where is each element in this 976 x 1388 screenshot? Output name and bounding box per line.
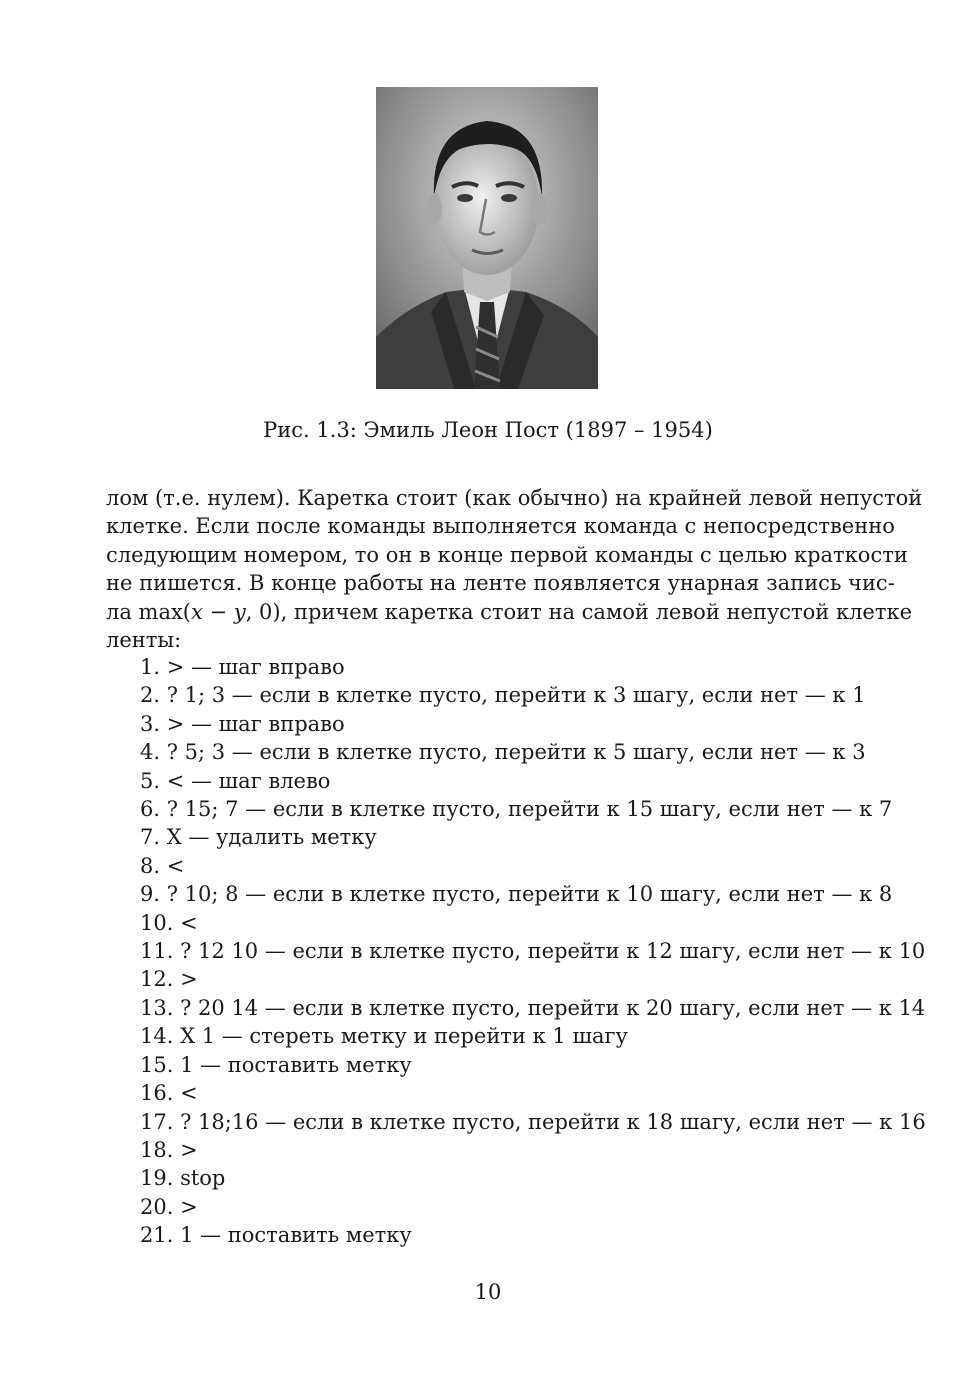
program-step: 11. ? 12 10 — если в клетке пусто, перейти к 12 шагу, если нет — к 10 xyxy=(140,939,926,964)
program-step: 15. 1 — поставить метку xyxy=(140,1052,412,1077)
paragraph-line: ленты: xyxy=(106,628,182,653)
math-var-x: x xyxy=(191,599,203,624)
figure-caption: Рис. 1.3: Эмиль Леон Пост (1897 – 1954) xyxy=(263,418,713,442)
program-step: 20. > xyxy=(140,1194,198,1219)
paragraph-line-math xyxy=(106,598,913,626)
program-step: 5. < — шаг влево xyxy=(140,768,331,793)
math-text: ла max( xyxy=(106,599,192,624)
portrait-illustration xyxy=(376,87,598,389)
paragraph-line: клетке. Если после команды выполняется команда с непосредственно xyxy=(106,514,895,539)
program-step: 9. ? 10; 8 — если в клетке пусто, перейти к 10 шагу, если нет — к 8 xyxy=(140,882,893,907)
math-var-y: y xyxy=(233,599,246,624)
program-step: 10. < xyxy=(140,910,198,935)
program-step: 18. > xyxy=(140,1137,198,1162)
body-paragraph xyxy=(106,484,923,654)
paragraph-line: не пишется. В конце работы на ленте появляется унарная запись чис- xyxy=(106,571,895,596)
program-step: 2. ? 1; 3 — если в клетке пусто, перейти к 3 шагу, если нет — к 1 xyxy=(140,683,866,708)
math-text-after: , 0), причем каретка стоит на самой левой непустой клетке xyxy=(245,599,913,624)
page-number: 10 xyxy=(474,1280,502,1304)
math-minus: − xyxy=(202,599,234,624)
program-step: 13. ? 20 14 — если в клетке пусто, перейти к 20 шагу, если нет — к 14 xyxy=(140,995,926,1020)
program-step: 12. > xyxy=(140,967,198,992)
program-step: 6. ? 15; 7 — если в клетке пусто, перейти к 15 шагу, если нет — к 7 xyxy=(140,797,893,822)
program-step: 7. X — удалить метку xyxy=(140,825,377,850)
paragraph-line: лом (т.е. нулем). Каретка стоит (как обычно) на крайней левой непустой xyxy=(106,486,923,510)
portrait-photo xyxy=(376,87,598,389)
program-step: 19. stop xyxy=(140,1166,226,1191)
paragraph-line: следующим номером, то он в конце первой команды с целью краткости xyxy=(106,542,908,567)
program-step: 16. < xyxy=(140,1081,198,1106)
program-step: 14. X 1 — стереть метку и перейти к 1 шагу xyxy=(140,1024,628,1049)
program-step: 1. > — шаг вправо xyxy=(140,655,345,679)
program-step: 3. > — шаг вправо xyxy=(140,711,345,736)
program-step: 17. ? 18;16 — если в клетке пусто, перейти к 18 шагу, если нет — к 16 xyxy=(140,1109,926,1134)
program-steps-list xyxy=(140,653,926,1250)
program-step: 4. ? 5; 3 — если в клетке пусто, перейти к 5 шагу, если нет — к 3 xyxy=(140,740,866,765)
program-step: 21. 1 — поставить метку xyxy=(140,1223,412,1248)
program-step: 8. < xyxy=(140,853,185,878)
